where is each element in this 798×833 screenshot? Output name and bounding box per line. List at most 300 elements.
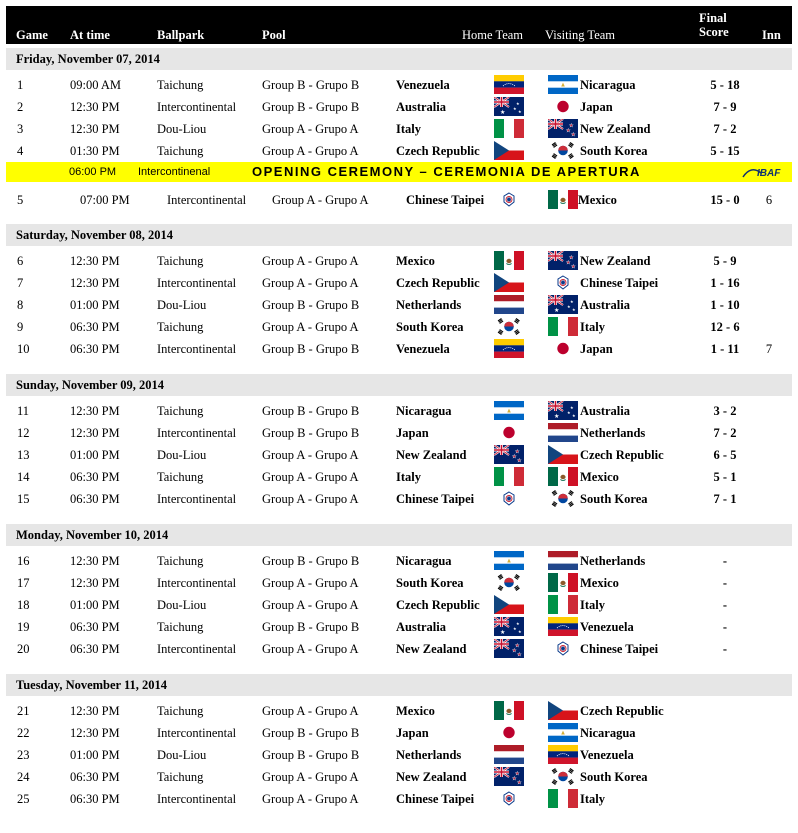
- home-team: New Zealand: [396, 448, 467, 462]
- table-row: [0, 638, 798, 660]
- table-header: [6, 6, 792, 44]
- home-team: Czech Republic: [396, 276, 480, 290]
- visiting-team: Netherlands: [580, 554, 646, 568]
- svg-text:★: ★: [571, 133, 576, 138]
- game-time: 12:30 PM: [70, 704, 120, 718]
- italy-flag-icon: [548, 595, 578, 614]
- south-korea-flag-icon: [494, 573, 524, 592]
- pool: Group B - Grupo B: [262, 620, 360, 634]
- ballpark: Taichung: [157, 470, 204, 484]
- game-number: 16: [17, 554, 30, 568]
- visiting-team: Mexico: [580, 470, 619, 484]
- svg-text:★: ★: [513, 106, 517, 111]
- ibaf-logo-text: IBAF: [757, 168, 781, 180]
- table-row: [0, 140, 798, 162]
- svg-text:★: ★: [515, 772, 520, 777]
- ballpark: Taichung: [157, 554, 204, 568]
- game-number: 9: [17, 320, 24, 334]
- japan-flag-icon: [494, 423, 524, 442]
- visiting-team: Netherlands: [580, 426, 646, 440]
- ballpark: Dou-Liou: [157, 448, 207, 462]
- game-time: 01:00 PM: [70, 598, 120, 612]
- day-header: [6, 674, 792, 696]
- header-final-line2: Score: [699, 25, 729, 39]
- visiting-team: Japan: [580, 100, 613, 114]
- visiting-team: Japan: [580, 342, 613, 356]
- pool: Group A - Grupo A: [262, 320, 359, 334]
- svg-text:★: ★: [570, 299, 574, 304]
- game-number: 10: [17, 342, 30, 356]
- game-time: 01:00 PM: [70, 298, 120, 312]
- venezuela-flag-icon: [494, 75, 524, 94]
- table-row: [0, 594, 798, 616]
- final-score: 1 - 16: [710, 276, 740, 290]
- table-row: [0, 250, 798, 272]
- netherlands-flag-icon: [494, 745, 524, 764]
- pool: Group A - Grupo A: [262, 704, 359, 718]
- visiting-team: Venezuela: [580, 748, 634, 762]
- game-time: 06:30 PM: [70, 470, 120, 484]
- svg-text:★: ★: [517, 459, 522, 464]
- czech-flag-icon: [494, 141, 524, 160]
- ballpark: Intercontinental: [157, 492, 237, 506]
- japan-flag-icon: [494, 723, 524, 742]
- day-label: Saturday, November 08, 2014: [16, 228, 174, 242]
- ballpark: Taichung: [157, 620, 204, 634]
- table-row: [0, 316, 798, 338]
- ceremony-title: OPENING CEREMONY – CEREMONIA DE APERTURA: [252, 164, 641, 179]
- ballpark: Dou-Liou: [157, 298, 207, 312]
- game-time: 12:30 PM: [70, 404, 120, 418]
- home-team: Italy: [396, 470, 421, 484]
- visiting-team: New Zealand: [580, 254, 651, 268]
- ceremony-park: Intercontinenal: [138, 166, 211, 178]
- japan-flag-icon: [548, 339, 578, 358]
- home-team: Chinese Taipei: [396, 492, 475, 506]
- game-number: 15: [17, 492, 30, 506]
- visiting-team: South Korea: [580, 144, 648, 158]
- table-row: [0, 744, 798, 766]
- game-number: 23: [17, 748, 30, 762]
- visiting-team: Nicaragua: [580, 78, 636, 92]
- chinese-taipei-flag-icon: [548, 273, 578, 292]
- day-label: Tuesday, November 11, 2014: [16, 678, 168, 692]
- new-zealand-flag-icon: [494, 639, 524, 658]
- svg-text:★: ★: [570, 405, 574, 410]
- ballpark: Taichung: [157, 254, 204, 268]
- game-number: 8: [17, 298, 24, 312]
- table-row: [0, 788, 798, 810]
- opening-ceremony-banner: [6, 162, 792, 182]
- visiting-team: Italy: [580, 792, 605, 806]
- home-team: Japan: [396, 426, 429, 440]
- game-time: 12:30 PM: [70, 726, 120, 740]
- game-number: 20: [17, 642, 30, 656]
- table-row: [0, 422, 798, 444]
- day-header: [6, 374, 792, 396]
- visiting-team: Venezuela: [580, 620, 634, 634]
- table-row: [0, 488, 798, 510]
- nicaragua-flag-icon: [494, 401, 524, 420]
- ballpark: Intercontinental: [157, 426, 237, 440]
- home-team: Venezuela: [396, 78, 450, 92]
- game-number: 22: [17, 726, 30, 740]
- game-time: 06:30 PM: [70, 492, 120, 506]
- new-zealand-flag-icon: [494, 767, 524, 786]
- home-team: Nicaragua: [396, 554, 452, 568]
- svg-text:★: ★: [516, 621, 520, 626]
- home-team: Netherlands: [396, 298, 462, 312]
- italy-flag-icon: [494, 119, 524, 138]
- ballpark: Intercontinental: [157, 792, 237, 806]
- home-team: Czech Republic: [396, 598, 480, 612]
- svg-text:★: ★: [518, 109, 522, 114]
- mexico-flag-icon: [548, 573, 578, 592]
- final-score: 12 - 6: [710, 320, 740, 334]
- home-team: Chinese Taipei: [406, 193, 485, 207]
- table-row: [0, 616, 798, 638]
- home-team: New Zealand: [396, 770, 467, 784]
- svg-text:★: ★: [515, 644, 520, 649]
- visiting-team: South Korea: [580, 492, 648, 506]
- south-korea-flag-icon: [548, 767, 578, 786]
- svg-text:★: ★: [572, 413, 576, 418]
- mexico-flag-icon: [548, 190, 578, 209]
- table-row: [0, 338, 798, 360]
- home-team: New Zealand: [396, 642, 467, 656]
- visiting-team: Czech Republic: [580, 448, 664, 462]
- ballpark: Taichung: [157, 770, 204, 784]
- final-score: 5 - 1: [713, 470, 737, 484]
- home-team: Australia: [396, 620, 446, 634]
- mexico-flag-icon: [494, 701, 524, 720]
- pool: Group B - Grupo B: [262, 342, 360, 356]
- final-score: -: [722, 598, 728, 612]
- header-pool: Pool: [262, 28, 286, 42]
- day-header: [6, 48, 792, 70]
- nicaragua-flag-icon: [494, 551, 524, 570]
- game-time: 06:30 PM: [70, 642, 120, 656]
- svg-text:★: ★: [517, 653, 522, 658]
- svg-text:★: ★: [566, 261, 571, 266]
- day-header: [6, 224, 792, 246]
- final-score: 1 - 10: [710, 298, 740, 312]
- pool: Group B - Grupo B: [262, 100, 360, 114]
- pool: Group A - Grupo A: [262, 576, 359, 590]
- day-label: Friday, November 07, 2014: [16, 52, 160, 66]
- pool: Group B - Grupo B: [262, 554, 360, 568]
- pool: Group B - Grupo B: [262, 748, 360, 762]
- visiting-team: Mexico: [578, 193, 617, 207]
- svg-text:★: ★: [554, 308, 560, 314]
- pool: Group A - Grupo A: [262, 254, 359, 268]
- table-row: [0, 400, 798, 422]
- home-team: Nicaragua: [396, 404, 452, 418]
- table-row: [0, 294, 798, 316]
- japan-flag-icon: [548, 97, 578, 116]
- chinese-taipei-flag-icon: [494, 789, 524, 808]
- svg-text:★: ★: [500, 630, 506, 636]
- svg-text:★: ★: [569, 124, 574, 129]
- south-korea-flag-icon: [548, 489, 578, 508]
- header-final-line1: Final: [699, 11, 727, 25]
- ballpark: Taichung: [157, 404, 204, 418]
- australia-flag-icon: [548, 401, 578, 420]
- pool: Group B - Grupo B: [262, 726, 360, 740]
- svg-text:★: ★: [512, 777, 517, 782]
- visiting-team: New Zealand: [580, 122, 651, 136]
- pool: Group A - Grupo A: [272, 193, 369, 207]
- nicaragua-flag-icon: [548, 723, 578, 742]
- header-ballpark: Ballpark: [157, 28, 205, 42]
- pool: Group B - Grupo B: [262, 404, 360, 418]
- game-number: 14: [17, 470, 30, 484]
- final-score: 6 - 5: [713, 448, 737, 462]
- game-number: 3: [17, 122, 24, 136]
- table-row: [0, 766, 798, 788]
- game-time: 07:00 PM: [80, 193, 130, 207]
- czech-flag-icon: [548, 445, 578, 464]
- czech-flag-icon: [548, 701, 578, 720]
- final-score: 3 - 2: [713, 404, 737, 418]
- visiting-team: Italy: [580, 320, 605, 334]
- home-team: Czech Republic: [396, 144, 480, 158]
- ballpark: Dou-Liou: [157, 598, 207, 612]
- venezuela-flag-icon: [548, 617, 578, 636]
- ballpark: Dou-Liou: [157, 748, 207, 762]
- svg-text:★: ★: [567, 410, 571, 415]
- final-score: -: [722, 642, 728, 656]
- final-score: 5 - 18: [710, 78, 740, 92]
- game-number: 18: [17, 598, 30, 612]
- pool: Group A - Grupo A: [262, 792, 359, 806]
- pool: Group A - Grupo A: [262, 492, 359, 506]
- game-time: 12:30 PM: [70, 426, 120, 440]
- new-zealand-flag-icon: [494, 445, 524, 464]
- pool: Group A - Grupo A: [262, 470, 359, 484]
- chinese-taipei-flag-icon: [548, 639, 578, 658]
- final-score: -: [722, 620, 728, 634]
- home-team: Venezuela: [396, 342, 450, 356]
- pool: Group A - Grupo A: [262, 276, 359, 290]
- mexico-flag-icon: [494, 251, 524, 270]
- game-time: 12:30 PM: [70, 100, 120, 114]
- svg-text:★: ★: [500, 110, 506, 116]
- australia-flag-icon: [494, 617, 524, 636]
- pool: Group B - Grupo B: [262, 426, 360, 440]
- visiting-team: Italy: [580, 598, 605, 612]
- game-number: 17: [17, 576, 30, 590]
- table-row: [0, 96, 798, 118]
- final-score: 7 - 9: [713, 100, 737, 114]
- south-korea-flag-icon: [494, 317, 524, 336]
- ballpark: Taichung: [157, 320, 204, 334]
- game-number: 1: [17, 78, 24, 92]
- svg-text:★: ★: [518, 629, 522, 634]
- pool: Group B - Grupo B: [262, 78, 360, 92]
- game-number: 5: [17, 193, 24, 207]
- pool: Group A - Grupo A: [262, 144, 359, 158]
- final-score: 7 - 1: [713, 492, 737, 506]
- home-team: Mexico: [396, 704, 435, 718]
- netherlands-flag-icon: [548, 423, 578, 442]
- game-number: 19: [17, 620, 30, 634]
- day-header: [6, 524, 792, 546]
- game-number: 2: [17, 100, 24, 114]
- table-row: [0, 722, 798, 744]
- final-score: 5 - 15: [710, 144, 740, 158]
- table-row: [0, 189, 798, 211]
- czech-flag-icon: [494, 273, 524, 292]
- table-row: [0, 74, 798, 96]
- ballpark: Intercontinental: [167, 193, 247, 207]
- svg-text:★: ★: [516, 101, 520, 106]
- svg-text:★: ★: [512, 455, 517, 460]
- home-team: South Korea: [396, 576, 464, 590]
- ballpark: Intercontinental: [157, 100, 237, 114]
- pool: Group B - Grupo B: [262, 298, 360, 312]
- game-time: 06:30 PM: [70, 792, 120, 806]
- nicaragua-flag-icon: [548, 75, 578, 94]
- ballpark: Intercontinental: [157, 342, 237, 356]
- final-score: 15 - 0: [710, 193, 740, 207]
- chinese-taipei-flag-icon: [494, 489, 524, 508]
- pool: Group A - Grupo A: [262, 122, 359, 136]
- header-visiting-team: Visiting Team: [545, 28, 616, 42]
- header-inn: Inn: [762, 28, 781, 42]
- pool: Group A - Grupo A: [262, 598, 359, 612]
- home-team: Netherlands: [396, 748, 462, 762]
- game-number: 7: [17, 276, 24, 290]
- ibaf-logo: [741, 163, 793, 183]
- game-time: 06:30 PM: [70, 342, 120, 356]
- visiting-team: South Korea: [580, 770, 648, 784]
- italy-flag-icon: [494, 467, 524, 486]
- visiting-team: Czech Republic: [580, 704, 664, 718]
- header-home-team: Home Team: [462, 28, 524, 42]
- game-number: 24: [17, 770, 30, 784]
- table-row: [0, 444, 798, 466]
- table-row: [0, 550, 798, 572]
- visiting-team: Chinese Taipei: [580, 276, 659, 290]
- game-time: 09:00 AM: [70, 78, 122, 92]
- italy-flag-icon: [548, 789, 578, 808]
- czech-flag-icon: [494, 595, 524, 614]
- south-korea-flag-icon: [548, 141, 578, 160]
- ballpark: Intercontinental: [157, 276, 237, 290]
- game-time: 06:30 PM: [70, 320, 120, 334]
- svg-text:★: ★: [566, 129, 571, 134]
- visiting-team: Mexico: [580, 576, 619, 590]
- svg-text:★: ★: [512, 649, 517, 654]
- ballpark: Taichung: [157, 78, 204, 92]
- header-at-time: At time: [70, 28, 110, 42]
- home-team: Chinese Taipei: [396, 792, 475, 806]
- svg-text:★: ★: [554, 414, 560, 420]
- home-team: South Korea: [396, 320, 464, 334]
- game-number: 6: [17, 254, 24, 268]
- table-row: [0, 272, 798, 294]
- final-score: 5 - 9: [713, 254, 737, 268]
- table-row: [0, 118, 798, 140]
- australia-flag-icon: [548, 295, 578, 314]
- visiting-team: Nicaragua: [580, 726, 636, 740]
- ballpark: Intercontinental: [157, 642, 237, 656]
- table-row: [0, 572, 798, 594]
- australia-flag-icon: [494, 97, 524, 116]
- svg-text:★: ★: [572, 307, 576, 312]
- day-label: Monday, November 10, 2014: [16, 528, 169, 542]
- table-row: [0, 466, 798, 488]
- ballpark: Intercontinental: [157, 576, 237, 590]
- mexico-flag-icon: [548, 467, 578, 486]
- final-score: 1 - 11: [710, 342, 740, 356]
- home-team: Japan: [396, 726, 429, 740]
- game-time: 01:30 PM: [70, 144, 120, 158]
- ballpark: Taichung: [157, 144, 204, 158]
- game-time: 06:30 PM: [70, 620, 120, 634]
- home-team: Mexico: [396, 254, 435, 268]
- new-zealand-flag-icon: [548, 119, 578, 138]
- ballpark: Intercontinental: [157, 726, 237, 740]
- new-zealand-flag-icon: [548, 251, 578, 270]
- pool: Group A - Grupo A: [262, 770, 359, 784]
- game-time: 01:00 PM: [70, 748, 120, 762]
- game-time: 06:30 PM: [70, 770, 120, 784]
- netherlands-flag-icon: [548, 551, 578, 570]
- home-team: Australia: [396, 100, 446, 114]
- game-time: 12:30 PM: [70, 254, 120, 268]
- game-number: 12: [17, 426, 30, 440]
- venezuela-flag-icon: [548, 745, 578, 764]
- pool: Group A - Grupo A: [262, 448, 359, 462]
- home-team: Italy: [396, 122, 421, 136]
- game-time: 12:30 PM: [70, 122, 120, 136]
- italy-flag-icon: [548, 317, 578, 336]
- game-time: 12:30 PM: [70, 276, 120, 290]
- ballpark: Taichung: [157, 704, 204, 718]
- final-score: -: [722, 576, 728, 590]
- svg-text:★: ★: [571, 265, 576, 270]
- header-game: Game: [16, 28, 48, 42]
- svg-text:★: ★: [567, 304, 571, 309]
- game-number: 4: [17, 144, 24, 158]
- innings: 7: [765, 342, 773, 356]
- pool: Group A - Grupo A: [262, 642, 359, 656]
- chinese-taipei-flag-icon: [494, 190, 524, 209]
- visiting-team: Chinese Taipei: [580, 642, 659, 656]
- visiting-team: Australia: [580, 404, 630, 418]
- game-time: 01:00 PM: [70, 448, 120, 462]
- game-number: 21: [17, 704, 30, 718]
- final-score: 7 - 2: [713, 426, 737, 440]
- table-row: [0, 700, 798, 722]
- header-final-score: [699, 11, 729, 39]
- day-label: Sunday, November 09, 2014: [16, 378, 165, 392]
- final-score: -: [722, 554, 728, 568]
- svg-text:★: ★: [569, 256, 574, 261]
- visiting-team: Australia: [580, 298, 630, 312]
- netherlands-flag-icon: [494, 295, 524, 314]
- svg-text:★: ★: [515, 450, 520, 455]
- game-number: 25: [17, 792, 30, 806]
- game-time: 12:30 PM: [70, 576, 120, 590]
- svg-text:★: ★: [513, 626, 517, 631]
- ballpark: Dou-Liou: [157, 122, 207, 136]
- ceremony-time: 06:00 PM: [69, 166, 117, 178]
- game-number: 11: [17, 404, 30, 418]
- innings: 6: [765, 193, 773, 207]
